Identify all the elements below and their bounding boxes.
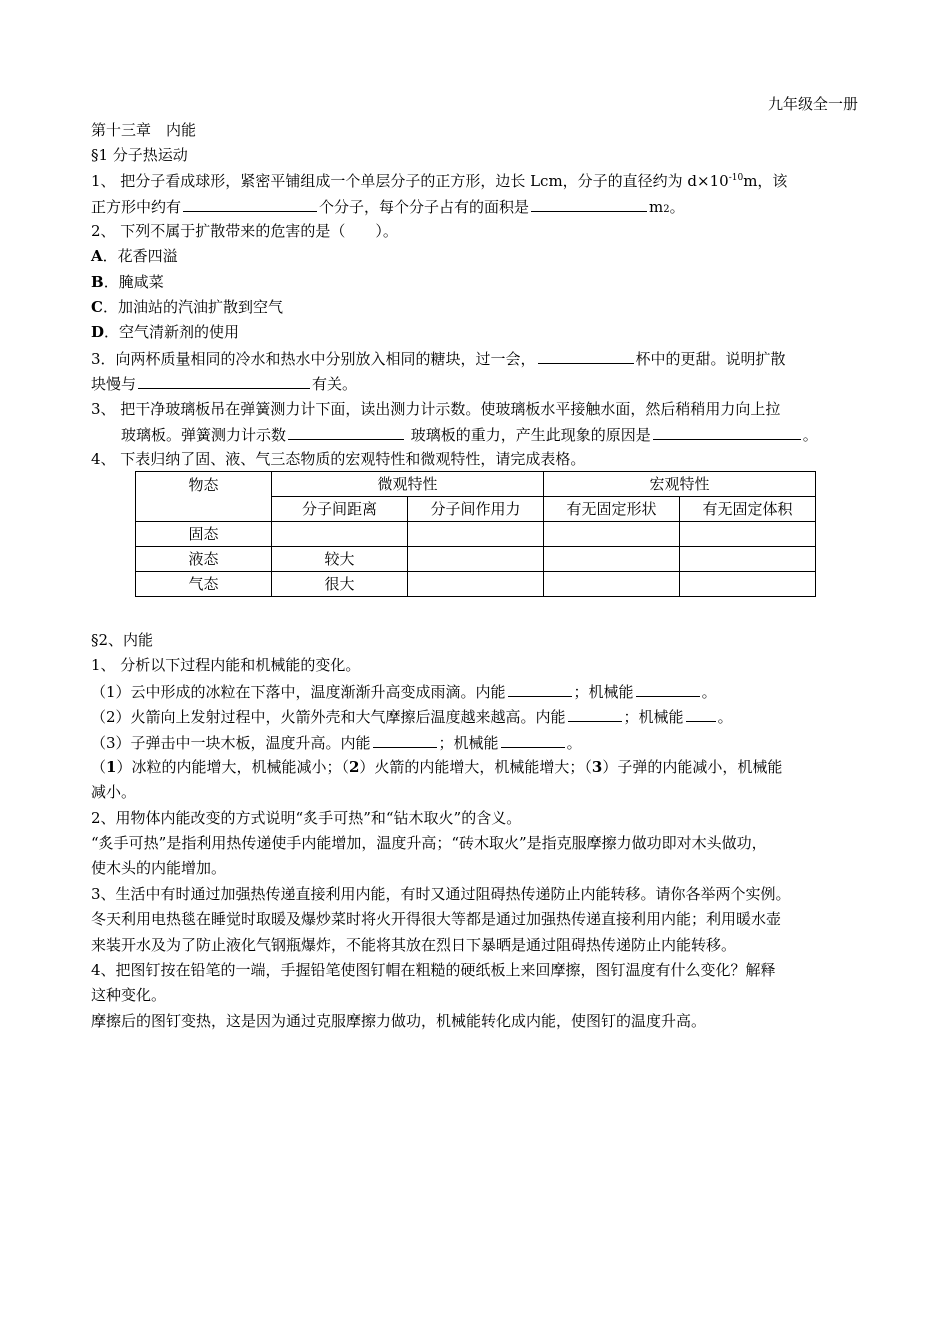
s2-q3-answer-cont: 来装开水及为了防止液化气钢瓶爆炸，不能将其放在烈日下暴晒是通过阻碍热传递防止内能转移。	[91, 936, 737, 954]
header-distance: 分子间距离	[272, 497, 408, 522]
answer-blank[interactable]	[538, 348, 634, 364]
answer-blank[interactable]	[636, 681, 700, 697]
s2-q1-answer: （1）冰粒的内能增大，机械能减小；（2）火箭的内能增大，机械能增大；（3）子弹的内能减小，机械能	[91, 758, 783, 776]
s2-q4-stem: 4、把图钉按在铅笔的一端，手握铅笔使图钉帽在粗糙的硬纸板上来回摩擦，图钉温度有什么变化？解释	[91, 961, 776, 979]
s2-q4-answer: 摩擦后的图钉变热，这是因为通过克服摩擦力做功，机械能转化成内能，使图钉的温度升高。	[91, 1012, 707, 1030]
answer-blank[interactable]	[183, 196, 317, 212]
s1-q1-line2: 正方形中约有 个分子，每个分子占有的面积是 m2。	[91, 198, 685, 216]
answer-blank[interactable]	[508, 681, 572, 697]
option-b: B．腌咸菜	[91, 273, 164, 291]
option-c: C．加油站的汽油扩散到空气	[91, 298, 283, 316]
answer-blank[interactable]	[138, 373, 310, 389]
header-micro: 微观特性	[272, 472, 544, 497]
s1-q3b-line2: 玻璃板。弹簧测力计示数 玻璃板的重力，产生此现象的原因是 。	[121, 426, 818, 444]
s2-q1-answer-cont: 减小。	[91, 783, 137, 801]
s2-q3-stem: 3、生活中有时通过加强热传递直接利用内能，有时又通过阻碍热传递防止内能转移。请你各举两个实例。	[91, 885, 791, 903]
table-row: 固态	[136, 522, 816, 547]
s1-q3b-line1: 3、 把干净玻璃板吊在弹簧测力计下面，读出测力计示数。使玻璃板水平接触水面，然后稍稍用力向上拉	[91, 400, 781, 418]
option-d: D．空气清新剂的使用	[91, 323, 240, 341]
table-row: 液态 较大	[136, 547, 816, 572]
header-state: 物态	[136, 472, 272, 522]
s2-q2-stem: 2、用物体内能改变的方式说明“炙手可热”和“钻木取火”的含义。	[91, 809, 522, 827]
s2-q1-part1: （1）云中形成的冰粒在下落中，温度渐渐升高变成雨滴。内能 ；机械能 。	[91, 683, 717, 701]
header-shape: 有无固定形状	[544, 497, 680, 522]
answer-blank[interactable]	[686, 706, 716, 722]
s2-q1-part2: （2）火箭向上发射过程中，火箭外壳和大气摩擦后温度越来越高。内能 ；机械能 。	[91, 708, 733, 726]
answer-blank[interactable]	[373, 732, 437, 748]
table-row: 气态 很大	[136, 572, 816, 597]
answer-blank[interactable]	[653, 424, 801, 440]
header-volume: 有无固定体积	[680, 497, 816, 522]
s2-q3-answer: 冬天利用电热毯在睡觉时取暖及爆炒菜时将火开得很大等都是通过加强热传递直接利用内能；利用暖水壶	[91, 910, 782, 928]
states-table	[135, 471, 816, 597]
section2-title: §2、内能	[91, 631, 154, 649]
s1-q3-line2: 块慢与 有关。	[91, 375, 358, 393]
s2-q2-answer: “炙手可热”是指利用热传递使手内能增加，温度升高；“砖木取火”是指克服摩擦力做功即对木头做功，	[91, 834, 767, 852]
header-force: 分子间作用力	[408, 497, 544, 522]
s1-q3-line1: 3．向两杯质量相同的冷水和热水中分别放入相同的糖块，过一会， 杯中的更甜。说明扩散	[91, 350, 786, 368]
s1-q1-line1: 1、 把分子看成球形，紧密平铺组成一个单层分子的正方形，边长 Lcm，分子的直径约为 $d\times 10^{-10}m$，该	[91, 172, 788, 190]
header-macro: 宏观特性	[544, 472, 816, 497]
book-label: 九年级全一册	[767, 95, 858, 113]
section1-title: §1 分子热运动	[91, 146, 188, 164]
s2-q2-answer-cont: 使木头的内能增加。	[91, 859, 227, 877]
answer-blank[interactable]	[288, 424, 404, 440]
s2-q4-stem-cont: 这种变化。	[91, 986, 167, 1004]
option-a: A．花香四溢	[91, 247, 178, 265]
answer-blank[interactable]	[568, 706, 622, 722]
chapter-title: 第十三章 内能	[91, 121, 197, 139]
s2-q1-stem: 1、 分析以下过程内能和机械能的变化。	[91, 656, 361, 674]
answer-blank[interactable]	[501, 732, 565, 748]
s2-q1-part3: （3）子弹击中一块木板，温度升高。内能 ；机械能 。	[91, 734, 582, 752]
s1-q4-stem: 4、 下表归纳了固、液、气三态物质的宏观特性和微观特性，请完成表格。	[91, 450, 586, 468]
exponent: -10	[728, 173, 744, 183]
answer-blank[interactable]	[531, 196, 647, 212]
s1-q2-stem: 2、 下列不属于扩散带来的危害的是（ ）。	[91, 222, 398, 240]
